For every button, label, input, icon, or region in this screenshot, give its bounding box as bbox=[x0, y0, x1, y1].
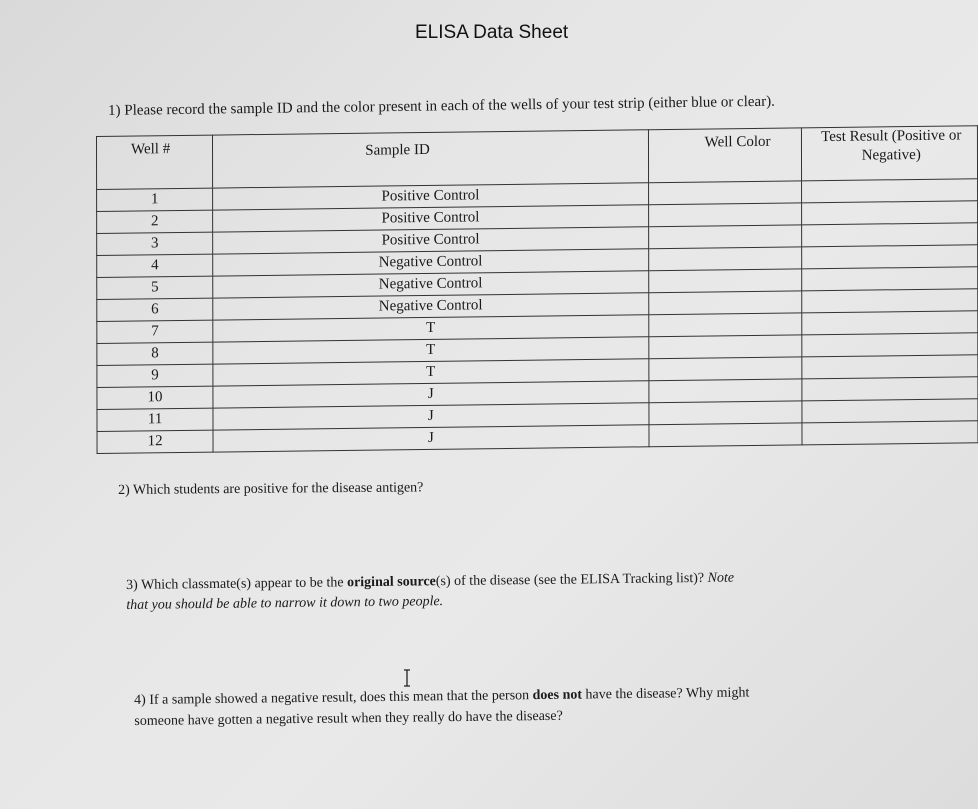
cell-well-number: 10 bbox=[97, 386, 213, 409]
cell-well-number: 8 bbox=[97, 342, 213, 365]
cell-well-number: 1 bbox=[97, 188, 213, 211]
question-3-prefix: 3) Which classmate(s) appear to be the bbox=[126, 575, 348, 593]
cell-well-number: 3 bbox=[97, 232, 213, 255]
cell-well-number: 2 bbox=[97, 210, 213, 233]
cell-well-color-blank[interactable] bbox=[648, 357, 801, 381]
cell-well-number: 4 bbox=[97, 254, 213, 277]
cell-well-color-blank[interactable] bbox=[648, 225, 801, 249]
cell-test-result-blank[interactable] bbox=[801, 399, 977, 423]
cell-well-number: 11 bbox=[97, 408, 213, 431]
question-4 bbox=[134, 682, 750, 732]
cell-well-color-blank[interactable] bbox=[648, 313, 801, 337]
text-cursor-icon bbox=[402, 669, 412, 687]
cell-sample-id: Negative Control bbox=[213, 249, 648, 276]
cell-test-result-blank[interactable] bbox=[801, 289, 977, 313]
cell-well-color-blank[interactable] bbox=[648, 247, 801, 271]
question-3-note-text: that you should be able to narrow it down to two people. bbox=[126, 594, 444, 613]
cell-sample-id: J bbox=[213, 381, 648, 408]
cell-sample-id: Negative Control bbox=[213, 293, 648, 320]
question-3 bbox=[126, 569, 734, 616]
cell-well-number: 7 bbox=[97, 320, 213, 343]
question-4-line2: someone have gotten a negative result when they really do have the disease? bbox=[134, 708, 563, 729]
question-3-suffix: (s) of the disease (see the ELISA Tracking list)? bbox=[435, 570, 708, 590]
cell-sample-id: T bbox=[213, 337, 648, 364]
question-4-suffix: have the disease? Why might bbox=[581, 685, 750, 703]
question-4-prefix: 4) If a sample showed a negative result, does this mean that the person bbox=[134, 688, 533, 708]
cell-well-number: 9 bbox=[97, 364, 213, 387]
cell-well-color-blank[interactable] bbox=[648, 269, 801, 293]
header-sample-id: Sample ID bbox=[213, 130, 648, 188]
cell-sample-id: T bbox=[213, 359, 648, 386]
cell-test-result-blank[interactable] bbox=[801, 355, 977, 379]
question-1: 1) Please record the sample ID and the color present in each of the wells of your test strip (either blue or clear). bbox=[108, 93, 776, 119]
cell-test-result-blank[interactable] bbox=[801, 179, 977, 203]
cell-sample-id: T bbox=[213, 315, 648, 342]
cell-test-result-blank[interactable] bbox=[801, 421, 977, 445]
question-3-note-label: Note bbox=[707, 570, 735, 586]
cell-well-number: 5 bbox=[97, 276, 213, 299]
cell-test-result-blank[interactable] bbox=[801, 223, 977, 247]
cell-test-result-blank[interactable] bbox=[801, 245, 977, 269]
cell-well-color-blank[interactable] bbox=[648, 181, 801, 205]
page-title: ELISA Data Sheet bbox=[415, 22, 569, 43]
cell-well-number: 12 bbox=[97, 430, 213, 453]
question-2: 2) Which students are positive for the disease antigen? bbox=[118, 480, 424, 498]
cell-sample-id: Positive Control bbox=[213, 227, 648, 254]
cell-sample-id: J bbox=[213, 425, 648, 452]
header-well: Well # bbox=[97, 135, 213, 189]
question-4-bold: does not bbox=[532, 687, 583, 704]
cell-test-result-blank[interactable] bbox=[801, 201, 977, 225]
cell-well-number: 6 bbox=[97, 298, 213, 321]
cell-sample-id: J bbox=[213, 403, 648, 430]
header-test-result: Test Result (Positive or Negative) bbox=[801, 126, 978, 181]
cell-test-result-blank[interactable] bbox=[801, 377, 977, 401]
cell-well-color-blank[interactable] bbox=[648, 423, 801, 447]
cell-well-color-blank[interactable] bbox=[648, 379, 801, 403]
elisa-data-table bbox=[96, 125, 978, 454]
cell-test-result-blank[interactable] bbox=[801, 267, 977, 291]
cell-sample-id: Positive Control bbox=[213, 205, 648, 232]
cell-sample-id: Positive Control bbox=[213, 183, 648, 210]
cell-well-color-blank[interactable] bbox=[648, 401, 801, 425]
cell-well-color-blank[interactable] bbox=[648, 291, 801, 315]
data-table-wrapper bbox=[96, 125, 978, 454]
cell-test-result-blank[interactable] bbox=[801, 333, 977, 357]
cell-well-color-blank[interactable] bbox=[648, 335, 801, 359]
cell-test-result-blank[interactable] bbox=[801, 311, 977, 335]
question-3-bold: original source bbox=[346, 574, 436, 591]
cell-sample-id: Negative Control bbox=[213, 271, 648, 298]
cell-well-color-blank[interactable] bbox=[648, 203, 801, 227]
header-well-color: Well Color bbox=[648, 128, 801, 183]
